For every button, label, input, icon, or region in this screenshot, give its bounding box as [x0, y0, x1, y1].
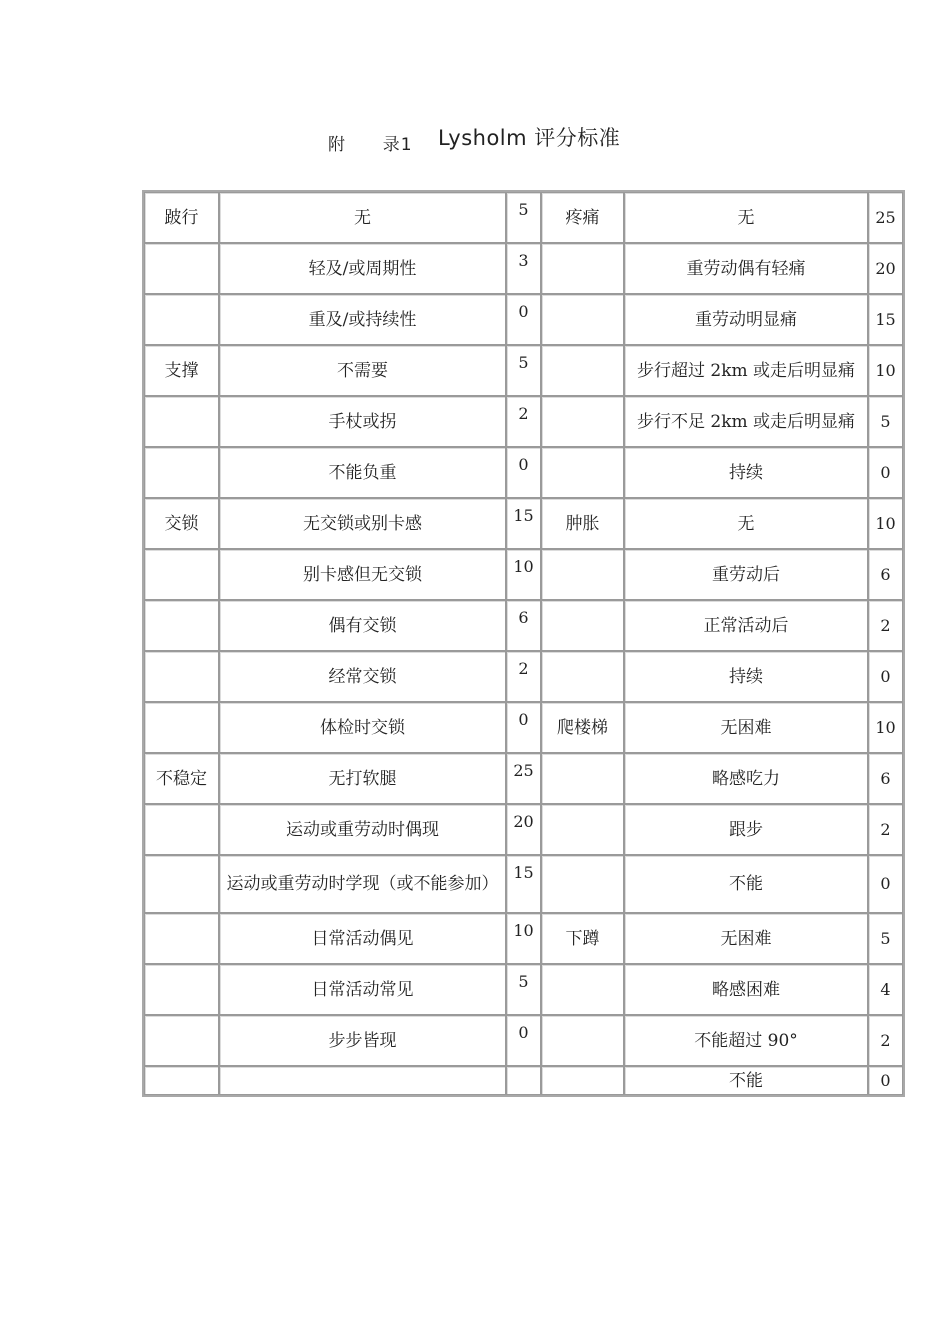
table-row	[144, 294, 903, 345]
item-left: 日常活动常见	[219, 964, 506, 1015]
table-row	[144, 651, 903, 702]
table-row	[144, 243, 903, 294]
category-right	[541, 294, 624, 345]
points-right: 4	[868, 964, 903, 1015]
table-row	[144, 1066, 903, 1095]
points-left: 2	[506, 651, 541, 702]
table-row	[144, 345, 903, 396]
category-left	[144, 600, 219, 651]
item-left: 体检时交锁	[219, 702, 506, 753]
item-right: 无	[624, 192, 868, 243]
points-left: 0	[506, 447, 541, 498]
table-row	[144, 855, 903, 913]
points-right: 10	[868, 345, 903, 396]
item-right: 略感吃力	[624, 753, 868, 804]
item-right: 略感困难	[624, 964, 868, 1015]
item-right: 持续	[624, 651, 868, 702]
category-right	[541, 549, 624, 600]
item-right: 不能	[624, 855, 868, 913]
points-left: 5	[506, 192, 541, 243]
points-right: 0	[868, 855, 903, 913]
category-right	[541, 600, 624, 651]
points-left: 20	[506, 804, 541, 855]
item-left: 偶有交锁	[219, 600, 506, 651]
category-left	[144, 1015, 219, 1066]
points-right: 0	[868, 651, 903, 702]
table-row	[144, 702, 903, 753]
item-left: 无	[219, 192, 506, 243]
category-left: 支撑	[144, 345, 219, 396]
item-right: 无困难	[624, 913, 868, 964]
table-row	[144, 913, 903, 964]
item-left: 不需要	[219, 345, 506, 396]
points-left: 15	[506, 855, 541, 913]
category-left	[144, 396, 219, 447]
item-left: 日常活动偶见	[219, 913, 506, 964]
points-left: 0	[506, 702, 541, 753]
item-right: 跟步	[624, 804, 868, 855]
item-left: 无交锁或别卡感	[219, 498, 506, 549]
points-right: 2	[868, 804, 903, 855]
document-title	[0, 122, 950, 155]
points-right: 5	[868, 396, 903, 447]
table-row	[144, 447, 903, 498]
category-right	[541, 345, 624, 396]
item-left: 运动或重劳动时偶现	[219, 804, 506, 855]
table-row	[144, 192, 903, 243]
points-right: 10	[868, 702, 903, 753]
category-right: 肿胀	[541, 498, 624, 549]
item-right: 步行不足 2km 或走后明显痛	[624, 396, 868, 447]
category-left	[144, 651, 219, 702]
points-left	[506, 1066, 541, 1095]
table-row	[144, 753, 903, 804]
item-left: 别卡感但无交锁	[219, 549, 506, 600]
appendix-label: 附 录1	[328, 135, 413, 155]
points-left: 15	[506, 498, 541, 549]
points-right: 6	[868, 753, 903, 804]
item-left: 经常交锁	[219, 651, 506, 702]
category-left	[144, 294, 219, 345]
points-left: 5	[506, 964, 541, 1015]
item-left	[219, 1066, 506, 1095]
points-left: 3	[506, 243, 541, 294]
category-left	[144, 549, 219, 600]
category-right	[541, 1066, 624, 1095]
item-right: 正常活动后	[624, 600, 868, 651]
item-left: 重及/或持续性	[219, 294, 506, 345]
category-right	[541, 753, 624, 804]
item-right: 重劳动明显痛	[624, 294, 868, 345]
category-left	[144, 1066, 219, 1095]
item-right: 重劳动后	[624, 549, 868, 600]
points-left: 6	[506, 600, 541, 651]
category-right	[541, 447, 624, 498]
category-left: 交锁	[144, 498, 219, 549]
item-right: 重劳动偶有轻痛	[624, 243, 868, 294]
category-left	[144, 964, 219, 1015]
category-left	[144, 243, 219, 294]
category-right: 下蹲	[541, 913, 624, 964]
points-right: 25	[868, 192, 903, 243]
category-right	[541, 804, 624, 855]
item-left: 轻及/或周期性	[219, 243, 506, 294]
points-left: 10	[506, 913, 541, 964]
points-left: 10	[506, 549, 541, 600]
item-left: 运动或重劳动时学现（或不能参加）	[219, 855, 506, 913]
item-right: 不能超过 90°	[624, 1015, 868, 1066]
points-left: 25	[506, 753, 541, 804]
item-right: 无	[624, 498, 868, 549]
category-left	[144, 913, 219, 964]
category-left: 跛行	[144, 192, 219, 243]
points-right: 10	[868, 498, 903, 549]
item-right: 不能	[624, 1066, 868, 1095]
category-right	[541, 396, 624, 447]
points-left: 0	[506, 294, 541, 345]
points-right: 20	[868, 243, 903, 294]
points-left: 2	[506, 396, 541, 447]
points-right: 0	[868, 447, 903, 498]
points-right: 2	[868, 1015, 903, 1066]
table-row	[144, 498, 903, 549]
points-right: 2	[868, 600, 903, 651]
table-row	[144, 804, 903, 855]
category-left	[144, 702, 219, 753]
page-title: Lysholm 评分标准	[438, 126, 621, 150]
points-left: 5	[506, 345, 541, 396]
points-left: 0	[506, 1015, 541, 1066]
category-right	[541, 1015, 624, 1066]
lysholm-score-table	[142, 190, 905, 1097]
item-left: 步步皆现	[219, 1015, 506, 1066]
category-right: 疼痛	[541, 192, 624, 243]
item-left: 不能负重	[219, 447, 506, 498]
category-right	[541, 243, 624, 294]
points-right: 15	[868, 294, 903, 345]
points-right: 0	[868, 1066, 903, 1095]
points-right: 6	[868, 549, 903, 600]
item-right: 步行超过 2km 或走后明显痛	[624, 345, 868, 396]
table-row	[144, 600, 903, 651]
category-right	[541, 964, 624, 1015]
table-row	[144, 549, 903, 600]
item-right: 持续	[624, 447, 868, 498]
category-left: 不稳定	[144, 753, 219, 804]
points-right: 5	[868, 913, 903, 964]
item-left: 手杖或拐	[219, 396, 506, 447]
category-right	[541, 651, 624, 702]
item-right: 无困难	[624, 702, 868, 753]
score-table-body	[144, 192, 903, 1095]
table-row	[144, 964, 903, 1015]
table-row	[144, 1015, 903, 1066]
category-left	[144, 447, 219, 498]
category-left	[144, 804, 219, 855]
category-right: 爬楼梯	[541, 702, 624, 753]
table-row	[144, 396, 903, 447]
item-left: 无打软腿	[219, 753, 506, 804]
category-right	[541, 855, 624, 913]
category-left	[144, 855, 219, 913]
